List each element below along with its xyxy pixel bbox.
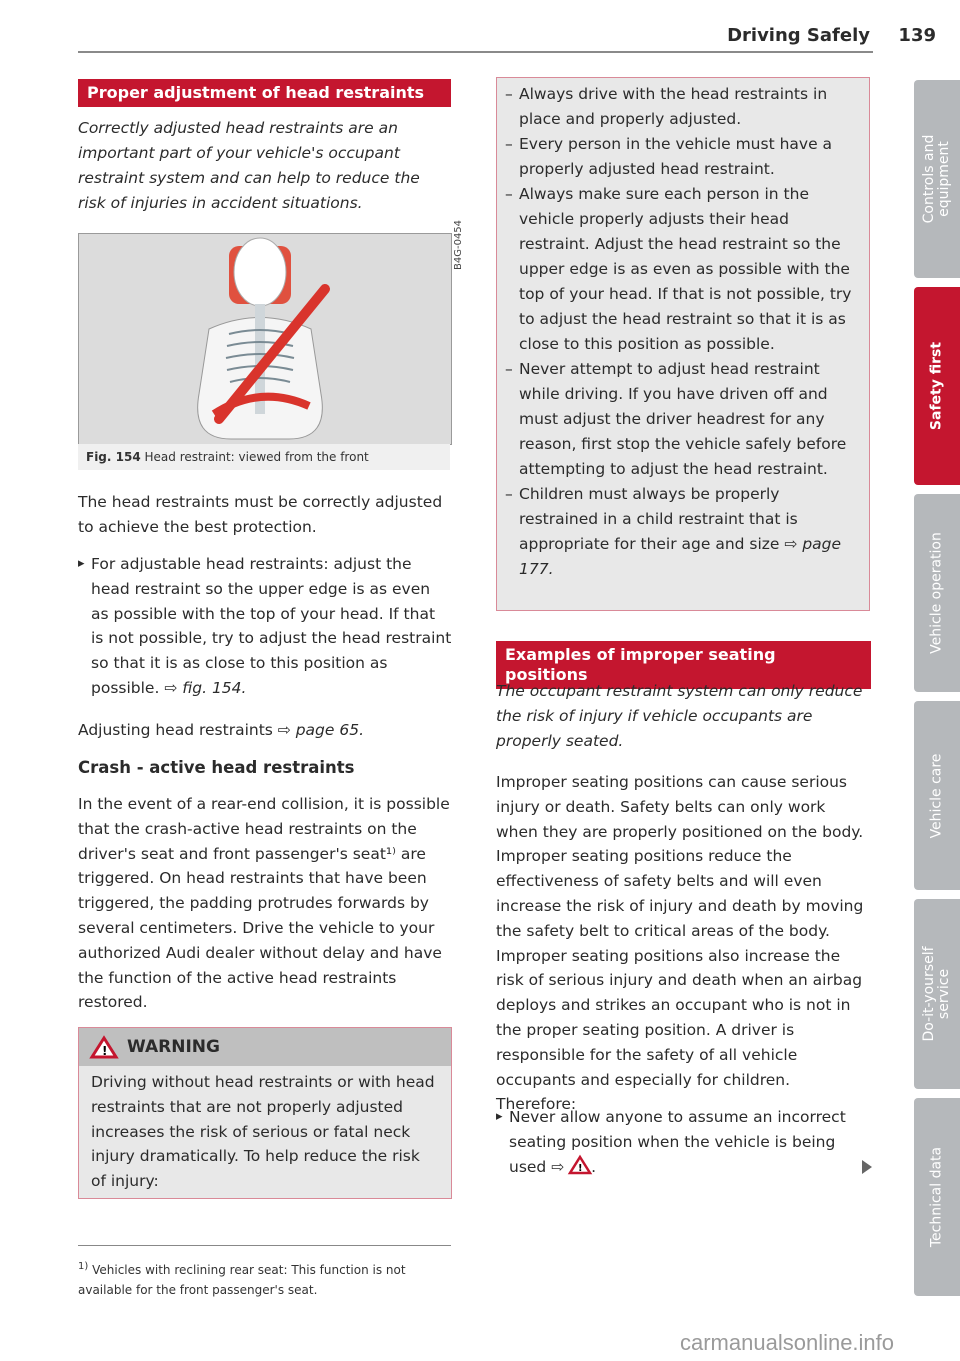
tab-safety-first[interactable] <box>914 287 960 485</box>
figure-caption-text: Head restraint: viewed from the front <box>144 450 369 464</box>
tab-controls-and-equipment[interactable] <box>914 80 960 278</box>
bullet-text: Never allow anyone to assume an incorrect seating position when the vehicle is being used <box>509 1108 846 1176</box>
tab-label: Vehicle care <box>928 753 945 838</box>
intro-text: The occupant restraint system can only reduce the risk of injury if vehicle occupants are properly seated. <box>496 682 863 750</box>
figure-154 <box>78 219 464 445</box>
figure-code: B4G-0454 <box>453 219 464 270</box>
warning-item: – Always drive with the head restraints in place and properly adjusted. <box>505 82 861 132</box>
footnote-mark: 1) <box>78 1261 89 1272</box>
instruction-bullet <box>78 552 452 701</box>
figure-caption <box>78 444 450 470</box>
tab-label: Technical data <box>928 1146 945 1248</box>
warning-item: – Never attempt to adjust head restraint while driving. If you have driven off and must adjust the driver headrest for any reason, first stop the vehicle safely before attempting to adjust the head restraint. <box>505 357 861 482</box>
head-restraint-illustration <box>79 219 464 444</box>
svg-text:!: ! <box>578 1162 583 1174</box>
footnote <box>78 1257 452 1300</box>
warning-item: – Every person in the vehicle must have a properly adjusted head restraint. <box>505 132 861 182</box>
intro-text: Correctly adjusted head restraints are an important part of your vehicle's occupant restraint system and can help to reduce the risk of injuries in accident situations. <box>78 119 420 212</box>
svg-text:!: ! <box>102 1044 108 1058</box>
header-rule <box>474 51 873 53</box>
tab-label: Do-it-yourself service <box>921 946 952 1042</box>
warning-header <box>79 1028 451 1066</box>
page-reference-link[interactable]: ⇨ page 65. <box>277 721 365 739</box>
warning-box <box>78 1027 452 1199</box>
footnote-rule <box>78 1245 451 1246</box>
warning-item: – Always make sure each person in the vehicle properly adjusts their head restraint. Adjust the head restraint so the upper edge is as even as possible with the top of your head. If that is not possible, try to adjust the head restraint so that it is as close to this position as possible. <box>505 182 861 357</box>
paragraph: Improper seating positions can cause serious injury or death. Safety belts can only work when they are properly positioned on the body. Improper seating positions reduce the effectiveness of safety belts and will even increase the risk of injury and death by moving the safety belt to critical areas of the body. Improper seating positions also increase the risk of serious injury and death when an airbag deploys and strikes an occupant who is not in the proper seating position. A driver is responsible for the safety of all vehicle occupants and especially for children. Therefore: <box>496 773 864 1114</box>
tab-label: Safety first <box>928 341 945 431</box>
tab-vehicle-operation[interactable] <box>914 494 960 692</box>
section-heading-improper-seating: Examples of improper seating positions <box>496 641 871 689</box>
warning-item-text: Children must always be properly restrained in a child restraint that is appropriate for their age and size <box>519 485 798 553</box>
header-rule <box>78 51 474 53</box>
instruction-bullet: ▸ Never allow anyone to assume an incorrect seating position when the vehicle is being used ⇨ ! . <box>496 1105 870 1179</box>
section-title: Driving Safely <box>727 25 870 46</box>
warning-body: Driving without head restraints or with head restraints that are not properly adjusted increases the risk of serious or fatal neck injury dramatically. To help reduce the risk of injury: <box>91 1073 435 1191</box>
warning-continuation-box <box>496 77 870 611</box>
figure-label: Fig. 154 <box>86 450 141 464</box>
figure-reference-link[interactable]: ⇨ fig. 154. <box>164 678 247 697</box>
tab-label: Controls and equipment <box>921 134 952 224</box>
warning-reference-link[interactable]: ⇨ <box>551 1157 565 1176</box>
tab-do-it-yourself-service[interactable] <box>914 899 960 1089</box>
tab-vehicle-care[interactable] <box>914 701 960 890</box>
warning-triangle-icon <box>91 1036 117 1058</box>
warning-triangle-icon[interactable] <box>569 1156 591 1174</box>
bullet-text: For adjustable head restraints: adjust the head restraint so the upper edge is as even as possible with the top of your head. If that is not possible, try to adjust the head restraint so that it is as close to this position as possible. <box>91 555 452 697</box>
warning-item-last <box>505 482 861 582</box>
paragraph: The head restraints must be correctly adjusted to achieve the best protection. <box>78 493 443 536</box>
subheading-crash-active: Crash - active head restraints <box>78 758 355 777</box>
page-number: 139 <box>898 25 936 46</box>
paragraph-text: Adjusting head restraints <box>78 721 273 739</box>
section-heading-head-restraints: Proper adjustment of head restraints <box>78 79 451 107</box>
tab-label: Vehicle operation <box>928 532 945 654</box>
paragraph: In the event of a rear-end collision, it is possible that the crash-active head restraints on the driver's seat and front passenger's seat¹⁾ are triggered. On head restraints that have been triggered, the padding protrudes forwards by several centimeters. Drive the vehicle to your authorized Audi dealer without delay and have the function of the active head restraints restored. <box>78 795 450 1012</box>
tab-technical-data[interactable] <box>914 1098 960 1296</box>
watermark: carmanualsonline.info <box>680 1330 895 1355</box>
continue-arrow-icon <box>862 1160 872 1174</box>
footnote-text: Vehicles with reclining rear seat: This function is not available for the front passenger's seat. <box>78 1263 406 1297</box>
page-reference-link[interactable]: ⇨ page 177. <box>519 535 842 578</box>
warning-title: WARNING <box>127 1037 220 1057</box>
cross-reference-paragraph <box>78 718 452 743</box>
